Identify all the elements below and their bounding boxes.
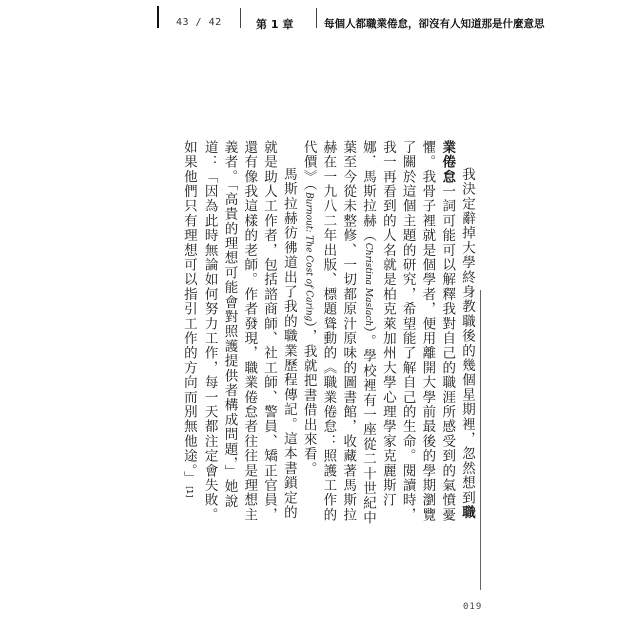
- page-counter: 43 / 42: [176, 17, 222, 28]
- paragraph-text: ），我就把書借出來看。: [300, 321, 317, 477]
- paragraph-text: ）。學校裡有一座從二十世紀中葉至今從未整修、一切都原汁原味的圖書館，收藏著馬斯拉赫在一九八二年出版、標題聳動的《職業倦怠：照護工作的代價》（: [300, 140, 377, 526]
- paragraph: [298, 140, 476, 530]
- paragraph-text: 馬斯拉赫彷彿道出了我的職業歷程傳記。這本書鎖定的就是助人工作者，包括諮商師、社工師、警員、矯正官員，還有像我這樣的老師。作者發現，職業倦怠者往往是理想主義者。「高貴的理想可能會對照護提供者構成問題，」她說道：「因為此時無論如何努力工作，每一天都注定會失敗。如果他們只有理想可以指引工作的方向而別無他途。」: [180, 140, 297, 523]
- latin-book-title: Burnout: The Cost of Caring: [303, 192, 314, 322]
- paragraph-text: 一詞可能可以解釋我對自己的職涯所感受到的氣憤憂懼。我骨子裡就是個學者，便用離開大學前最後的學期瀏覽了關於這個主題的研究，希望能了解自己的生命。閱讀時，我一再看到的人名就是柏克萊加州大學心理學家克麗斯汀娜．馬斯拉赫（: [360, 140, 456, 523]
- header-divider: [316, 8, 317, 28]
- vertical-body-text: [176, 140, 476, 530]
- running-title: 每個人都職業倦怠，卻沒有人知道那是什麼意思: [324, 18, 545, 30]
- latin-name: Christina Maslach: [363, 242, 374, 327]
- paragraph-text: 我決定辭掉大學終身教職後的幾個星期裡，忽然想到: [459, 167, 475, 506]
- page-number: 019: [463, 602, 483, 612]
- header-left-rule: [157, 6, 159, 28]
- footnote-marker: [1]: [184, 486, 194, 498]
- chapter-label: 第 1 章: [256, 18, 294, 31]
- paragraph: [178, 140, 298, 530]
- header-divider: [240, 8, 241, 28]
- margin-rule: [480, 290, 481, 590]
- emphasis-term: 職業倦怠: [439, 140, 475, 520]
